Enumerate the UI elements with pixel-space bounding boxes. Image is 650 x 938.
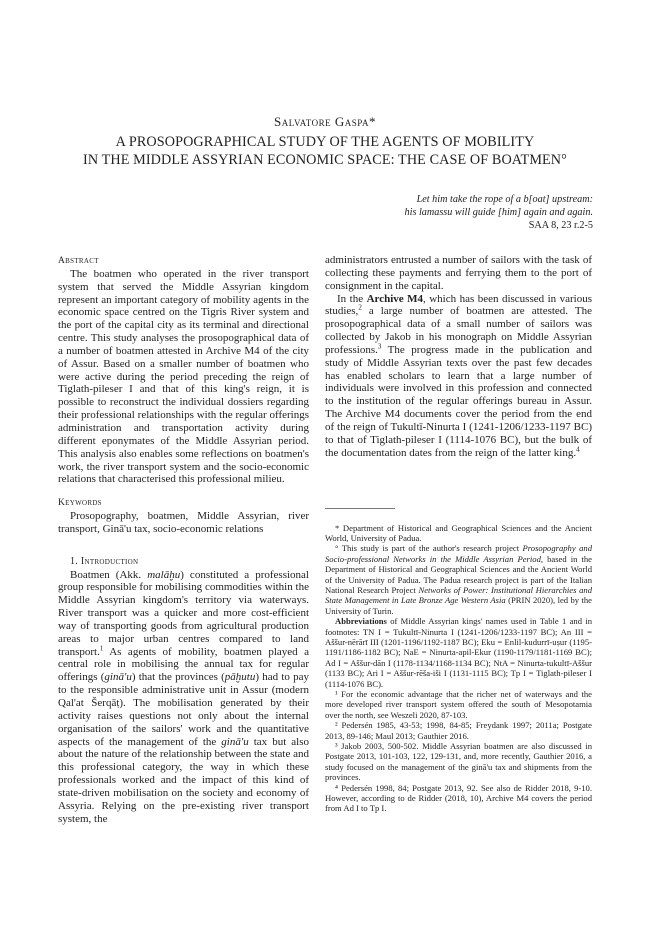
- right-column: [325, 254, 592, 814]
- left-column: [58, 255, 309, 825]
- article-title: [0, 133, 650, 169]
- archive-m4-bold: Archive M4: [366, 292, 423, 305]
- abstract-text: The boatmen who operated in the river transport system that served the Middle Assyrian kingdom represent an important category of mobility agents in the economic space centred on the Tigris River system and the port of the capital city as its terminal and directional centre. This study analyses the prosopographical data of a number of boatmen attested in Archive M4 of the city of Assur. Based on a smaller number of boatmen who were active during the period preceding the reign of Tiglath-pileser I and that of this king's reign, it is possible to reconstruct the individual dossiers regarding their professional relationships with the regular offerings administration and transportation activity during different eponymates of the Middle Assyrian period. This analysis also enables some reflections on boatmen's work, the river transport system and the socio-economic relations that characterised this professional milieu.: [58, 267, 309, 486]
- keywords-text: Prosopography, boatmen, Middle Assyrian, river transport, Ginā'u tax, socio-economic relations: [58, 510, 309, 535]
- footnote-project: ° This study is part of the author's research project Prosopography and Socio-professional Networks in the Middle Assyrian Period, based in the Department of Historical and Geographical Sciences and the Ancient World of the University of Padua. The Padua research project is part of the Italian National Research Project Networks of Power: Institutional Hierarchies and State Management in Late Bronze Age Western Asia (PRIN 2020), led by the University of Turin.: [325, 543, 592, 616]
- introduction-paragraph: Boatmen (Akk. malāḫu) constituted a professional group responsible for mobilising commodities within the Middle Assyrian kingdom's territory via waterways. River transport was a quicker and more cost-efficient way of transporting goods from agricultural production areas to major urban centres compared to land transport.$^1$ As agents of mobility, boatmen played a central role in mobilising the annual tax for regular offerings (ginā'u) that the provinces (pāḫutu) had to pay to the responsible administrative unit in Assur (modern Qal'at Šerqāṭ). The mobilisation generated by their activity raises questions not only about the internal organisation of the sailors' work and the quantitative aspects of the management of the ginā'u tax but also about the nature of the relationship between the state and this professional category, the way in which these professionals worked and the impact of this kind of state-driven mobilisation on the society and economy of Assyria. Relying on the pre-existing river transport system, the: [58, 568, 309, 825]
- footnote-author-affiliation: * Department of Historical and Geographical Sciences and the Ancient World, University of Padua.: [325, 522, 592, 543]
- title-line-2: IN THE MIDDLE ASSYRIAN ECONOMIC SPACE: THE CASE OF BOATMEN°: [83, 152, 567, 168]
- author-name: [0, 114, 650, 130]
- right-paragraph-1: administrators entrusted a number of sailors with the task of collecting these payments and ferrying them to the port of consignment in the capital.: [325, 254, 592, 292]
- keywords-heading: Keywords: [58, 498, 102, 509]
- footnote-abbreviations: Abbreviations of Middle Assyrian kings' names used in Table 1 and in footnotes: TN I = Tukultī-Ninurta I (1241-1206/1233-1197 BC); An III = Aššur-nērārī III (1201-1196/1192-1187 BC); Eku = Enlil-kudurrī-uṣur (1195-1191/1186-1182 BC); NaE = Ninurta-apil-Ekur (1190-1179/1181-1169 BC); Ad I = Aššur-dān I (1178-1134/1168-1134 BC); NtA = Ninurta-tukultī-Aššur (1133 BC); Ari I = Aššur-rēša-iši I (1131-1115 BC); Tp I = Tiglath-pileser I (1114-1076 BC).: [325, 616, 592, 689]
- footnote-ref-2[interactable]: 2: [358, 303, 362, 312]
- epigraph: [353, 193, 593, 232]
- footnote-2: ² Pedersén 1985, 43-53; 1998, 84-85; Freydank 1997; 2011a; Postgate 2013, 89-146; Maul 2013; Gauthier 2016.: [325, 720, 592, 741]
- abstract-heading: Abstract: [58, 256, 99, 266]
- right-paragraph-2: In the Archive M4, which has been discussed in various studies,$^2$ a large number of boatmen are attested. The prosopographical data of a small number of sailors was collected by Jakob in his monograph on Middle Assyrian professions.$^3$ The progress made in the publication and study of Middle Assyrian texts over the past few decades has enabled scholars to learn that a large number of individuals were involved in this profession and connected to the institution of the regular offerings bureau in Assur. The Archive M4 documents cover the period from the end of the reign of Tukultī-Ninurta I (1241-1206/1233-1197 BC) to that of Tiglath-pileser I (1114-1076 BC), but the bulk of the documentation dates from the reign of the latter king.$^4$: [325, 292, 593, 459]
- footnote-ref-3[interactable]: 3: [377, 342, 382, 351]
- footnote-1: ¹ For the economic advantage that the richer net of waterways and the more developed river transport system offered the south of Mesopotamia over the north, see Weszeli 2020, 87-103.: [325, 689, 592, 720]
- introduction-heading: 1. Introduction: [70, 555, 139, 567]
- footnote-3: ³ Jakob 2003, 500-502. Middle Assyrian boatmen are also discussed in Postgate 2013, 101-103, 122, 129-131, and, more recently, Gauthier 2016, a study focused on the management of the ginā'u tax and shipments from the provinces.: [325, 741, 592, 783]
- footnotes: [325, 523, 592, 814]
- title-line-1: A PROSOPOGRAPHICAL STUDY OF THE AGENTS OF MOBILITY: [115, 134, 535, 150]
- footnote-4: ⁴ Pedersén 1998, 84; Postgate 2013, 92. See also de Ridder 2018, 9-10. However, according to de Ridder (2018, 10), Archive M4 covers the period from Ad I to Tp I.: [325, 782, 592, 814]
- epigraph-line-2: his lamassu will guide [him] again and again.: [404, 207, 593, 218]
- footnote-ref-4[interactable]: 4: [576, 445, 580, 453]
- footnote-ref-1[interactable]: 1: [99, 643, 104, 652]
- author-last-name: Gaspa*: [334, 114, 376, 129]
- epigraph-line-1: Let him take the rope of a b[oat] upstream:: [416, 194, 593, 205]
- author-first-name: Salvatore: [274, 114, 332, 129]
- footnote-divider: [325, 508, 395, 509]
- epigraph-source: SAA 8, 23 r.2-5: [528, 220, 593, 231]
